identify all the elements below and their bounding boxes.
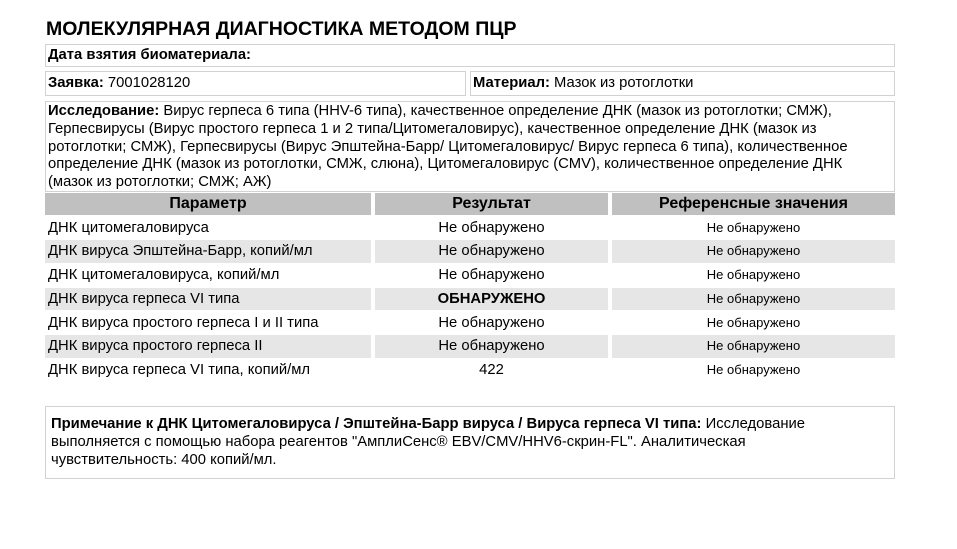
cell-result: Не обнаружено (375, 240, 608, 262)
research-line: (мазок из ротоглотки; СМЖ; АЖ) (48, 174, 272, 191)
table-header (45, 193, 895, 215)
research-line: ротоглотки; СМЖ), Герпесвирусы (Вирус Эпштейна-Барр/ Цитомегаловирус/ Вирус герпеса 6 типа), количественное (48, 138, 848, 155)
order-number: 7001028120 (107, 75, 191, 91)
cell-parameter: ДНК вируса герпеса VI типа, копий/мл (48, 362, 311, 379)
table-row (45, 359, 895, 381)
header-parameter: Параметр (45, 193, 371, 215)
cell-parameter: ДНК вируса Эпштейна-Барр, копий/мл (45, 240, 371, 262)
cell-reference: Не обнаружено (612, 288, 895, 310)
material-value: Мазок из ротоглотки (554, 75, 694, 91)
table-row (45, 240, 895, 262)
note-label: Примечание к ДНК Цитомегаловируса / Эпштейна-Барр вируса / Вируса герпеса VI типа: (51, 416, 702, 432)
cell-result: ОБНАРУЖЕНО (375, 288, 608, 310)
research-line (48, 103, 892, 121)
research-box (45, 101, 895, 192)
cell-parameter: ДНК вируса простого герпеса I и II типа (48, 314, 319, 331)
sample-date-box (45, 44, 895, 67)
table-row (45, 264, 895, 286)
material-label: Материал: (473, 75, 550, 91)
research-text: Вирус герпеса 6 типа (HHV-6 типа), качественное определение ДНК (мазок из ротоглотки; СМЖ), (163, 103, 832, 119)
header-reference: Референсные значения (612, 193, 895, 215)
cell-parameter: ДНК вируса герпеса VI типа (45, 288, 371, 310)
material-box (470, 71, 895, 96)
cell-reference: Не обнаружено (612, 335, 895, 357)
results-table (45, 193, 895, 383)
cell-reference: Не обнаружено (706, 362, 801, 378)
cell-result: Не обнаружено (438, 219, 545, 236)
note-text: Исследование выполняется с помощью набора реагентов "АмплиСенс® EBV/CMV/HHV6-скрин-FL". Аналитическая чувствительность: 400 копий/мл. (51, 416, 806, 468)
cell-parameter: ДНК цитомегаловируса (48, 219, 209, 236)
cell-result: Не обнаружено (438, 314, 545, 331)
table-row (45, 312, 895, 334)
cell-parameter: ДНК цитомегаловируса, копий/мл (48, 267, 280, 284)
cell-reference: Не обнаружено (706, 219, 801, 235)
note-box (45, 406, 895, 479)
note-paragraph (51, 415, 851, 469)
table-row (45, 217, 895, 239)
order-box (45, 71, 466, 96)
cell-result: Не обнаружено (438, 267, 545, 284)
research-label: Исследование: (48, 103, 160, 119)
cell-result: Не обнаружено (375, 335, 608, 357)
cell-parameter: ДНК вируса простого герпеса II (45, 335, 371, 357)
table-row (45, 335, 895, 357)
table-row (45, 288, 895, 310)
cell-reference: Не обнаружено (706, 267, 801, 283)
cell-result: 422 (479, 362, 504, 379)
order-label: Заявка: (48, 75, 104, 91)
research-line: Герпесвирусы (Вирус простого герпеса 1 и 2 типа/Цитомегаловирус), качественное определение ДНК (мазок из (48, 120, 817, 137)
page-title: МОЛЕКУЛЯРНАЯ ДИАГНОСТИКА МЕТОДОМ ПЦР (46, 18, 517, 40)
cell-reference: Не обнаружено (706, 314, 801, 330)
cell-reference: Не обнаружено (612, 240, 895, 262)
sample-date-label: Дата взятия биоматериала: (48, 47, 251, 63)
research-line: определение ДНК (мазок из ротоглотки, СМЖ, слюна), Цитомегаловирус (CMV), количественное определение ДНК (48, 156, 843, 173)
header-result: Результат (375, 193, 608, 215)
